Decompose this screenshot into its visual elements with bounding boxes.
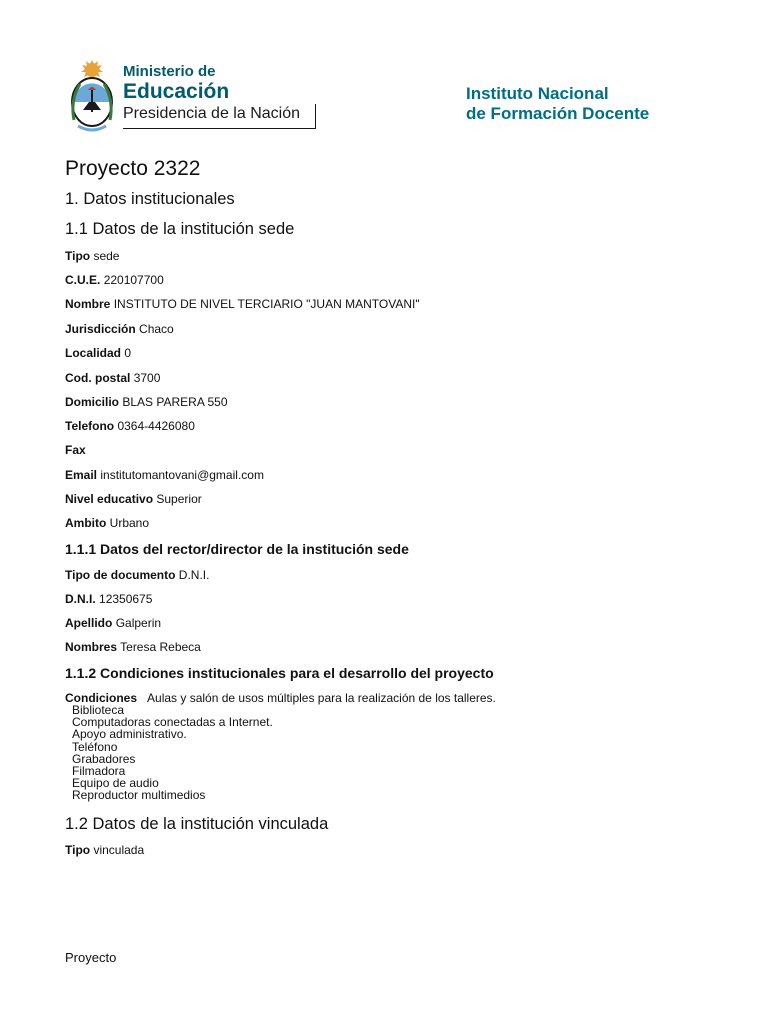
field-nivel-educativo: Nivel educativo Superior [65, 492, 202, 506]
list-item: Biblioteca [72, 703, 125, 717]
section-heading-1: 1. Datos institucionales [65, 190, 235, 208]
field-domicilio: Domicilio BLAS PARERA 550 [65, 395, 228, 409]
field-tipo: Tipo sede [65, 249, 120, 263]
field-cod-postal: Cod. postal 3700 [65, 371, 161, 385]
field-tipo-vinculada: Tipo vinculada [65, 843, 145, 857]
field-email: Email institutomantovani@gmail.com [65, 468, 264, 482]
field-condiciones: Condiciones Aulas y salón de usos múltiples para la realización de los talleres. [65, 691, 496, 705]
page-title: Proyecto 2322 [65, 157, 201, 180]
page-footer: Proyecto [65, 950, 117, 965]
section-heading-1-1-1: 1.1.1 Datos del rector/director de la institución sede [65, 541, 409, 557]
field-cue: C.U.E. 220107700 [65, 273, 164, 287]
logo-underline [123, 128, 316, 129]
list-item: Filmadora [72, 764, 126, 779]
institute-line-2: de Formación Docente [466, 104, 650, 123]
field-dni: D.N.I. 12350675 [65, 592, 153, 606]
field-telefono: Telefono 0364-4426080 [65, 419, 195, 433]
field-apellido: Apellido Galperin [65, 616, 162, 630]
list-item: Grabadores [72, 751, 136, 766]
institute-logo-text [466, 84, 649, 124]
section-heading-1-2: 1.2 Datos de la institución vinculada [65, 815, 329, 833]
field-tipo-documento: Tipo de documento D.N.I. [65, 568, 210, 582]
list-item: Apoyo administrativo. [72, 727, 187, 742]
list-item: Reproductor multimedios [72, 788, 206, 803]
section-heading-1-1-2: 1.1.2 Condiciones institucionales para el desarrollo del proyecto [65, 665, 494, 681]
logo-divider [315, 104, 316, 128]
field-fax: Fax [65, 443, 86, 457]
ministry-line-2: Educación [123, 80, 230, 103]
section-heading-1-1: 1.1 Datos de la institución sede [65, 220, 295, 238]
ministry-line-3: Presidencia de la Nación [123, 105, 300, 122]
field-nombres: Nombres Teresa Rebeca [65, 640, 201, 654]
field-localidad: Localidad 0 [65, 346, 132, 360]
page-header [0, 0, 768, 140]
condiciones-list [72, 704, 273, 802]
field-nombre: Nombre INSTITUTO DE NIVEL TERCIARIO "JUAN MANTOVANI" [65, 297, 420, 311]
national-seal-icon [68, 60, 116, 134]
field-ambito: Ambito Urbano [65, 516, 150, 530]
list-item: Equipo de audio [72, 776, 159, 791]
ministry-line-1: Ministerio de [123, 63, 216, 80]
institute-line-1: Instituto Nacional [466, 84, 609, 103]
list-item: Teléfono [72, 739, 118, 754]
list-item: Computadoras conectadas a Internet. [72, 715, 273, 730]
ministry-logo-text [123, 64, 300, 124]
field-jurisdiccion: Jurisdicción Chaco [65, 322, 174, 336]
